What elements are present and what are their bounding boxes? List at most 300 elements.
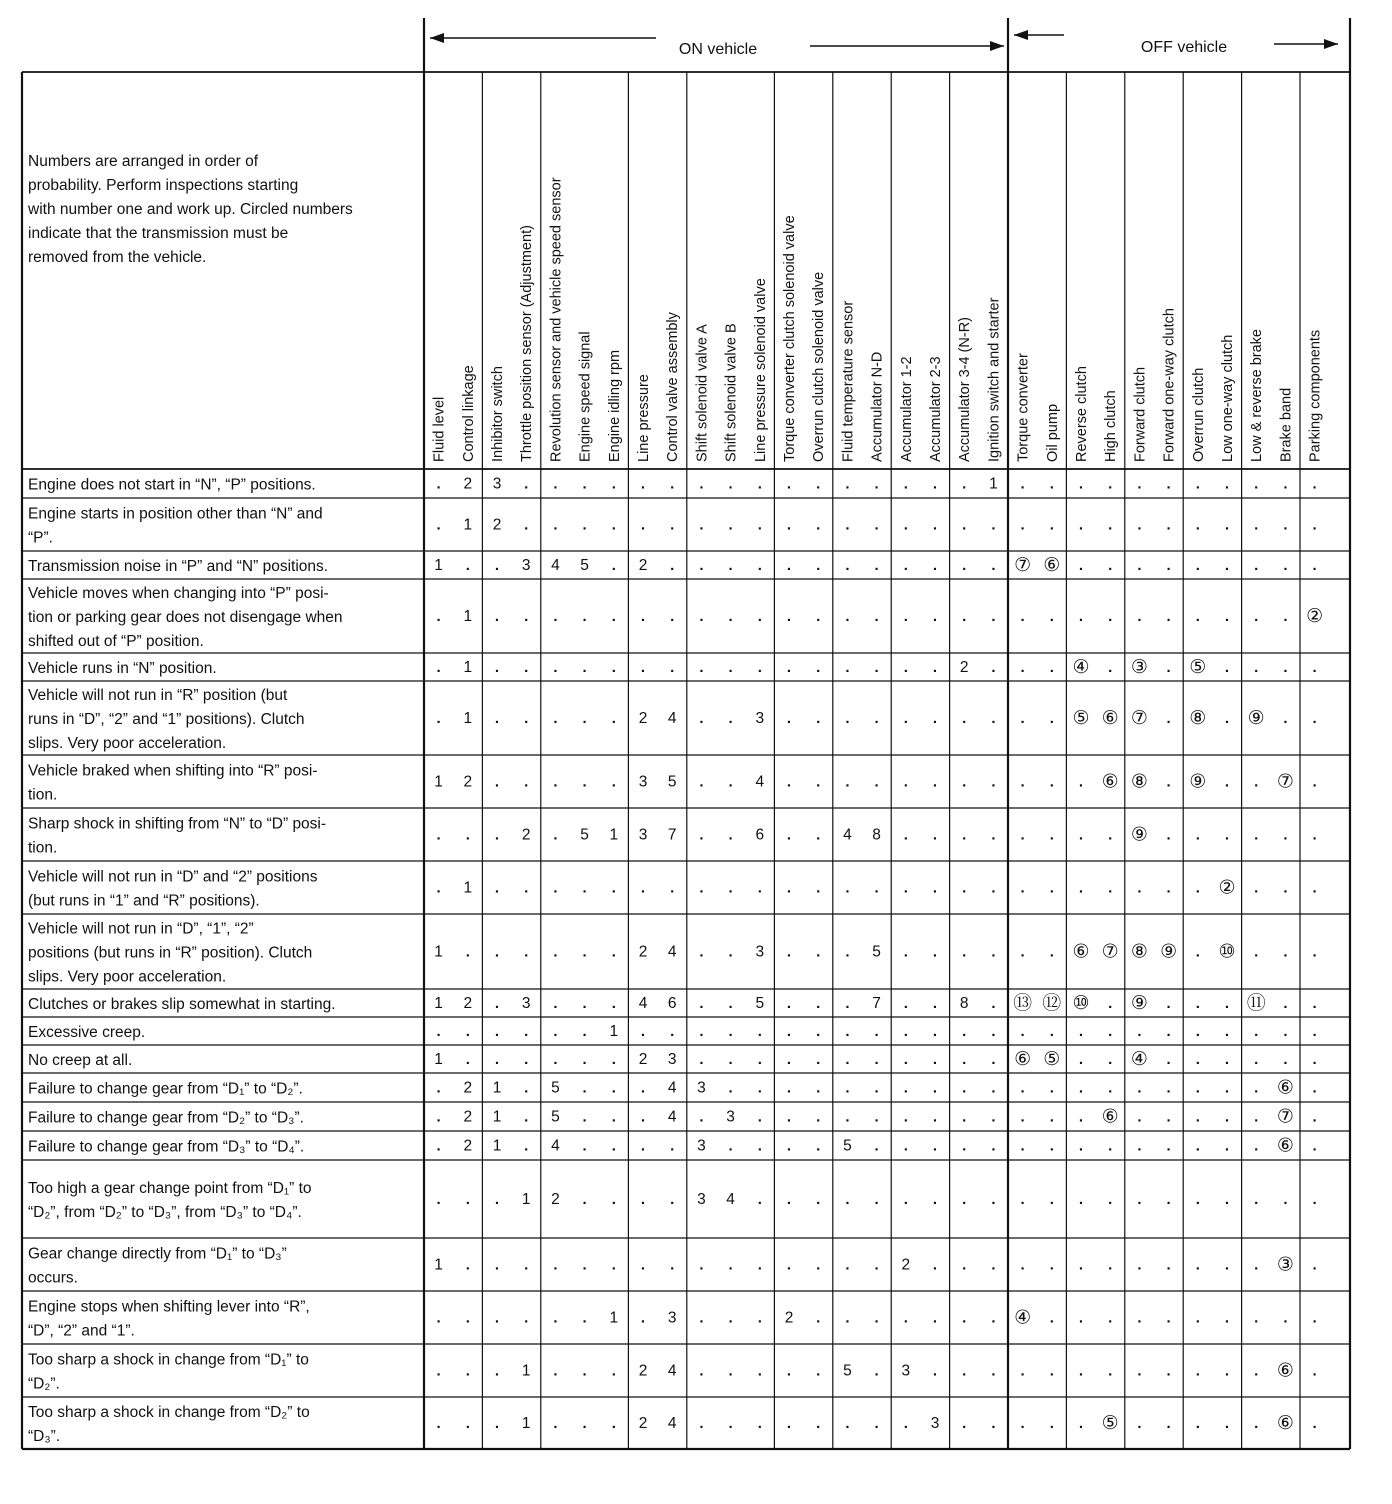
cell-value: . xyxy=(932,710,938,727)
cell-value: . xyxy=(1108,1137,1113,1155)
cell-value: . xyxy=(932,516,938,534)
column-header: Oil pump xyxy=(1044,403,1061,462)
symptom-text: Engine starts in position other than “N” and “P”. xyxy=(28,505,323,547)
cell-value: 3 xyxy=(755,710,765,727)
cell-value: . xyxy=(786,773,792,791)
cell-value: . xyxy=(728,1023,733,1040)
cell-value: . xyxy=(699,659,704,676)
cell-value: . xyxy=(1020,943,1025,961)
cell-value: . xyxy=(582,879,587,897)
cell-value: . xyxy=(1108,826,1113,844)
cell-value: . xyxy=(1254,659,1259,676)
table-row xyxy=(28,1107,1317,1128)
cell-value: . xyxy=(436,1362,441,1380)
cell-value: . xyxy=(670,879,675,897)
cell-value: . xyxy=(1195,879,1200,897)
symptom-text: Too sharp a shock in change from “D₁” to “D₂”. xyxy=(28,1351,309,1393)
cell-value: . xyxy=(991,1079,996,1097)
table-row xyxy=(28,1404,1317,1445)
cell-value: 3 xyxy=(492,475,502,493)
cell-value: . xyxy=(1254,557,1259,574)
cell-value: . xyxy=(1224,475,1230,493)
cell-value: . xyxy=(1108,516,1113,534)
column-headers xyxy=(432,177,1324,462)
cell-value: . xyxy=(524,879,529,897)
cell-value: . xyxy=(874,1079,879,1097)
cell-value: . xyxy=(728,1362,733,1380)
cell-value: . xyxy=(728,475,733,493)
cell-value: . xyxy=(991,773,996,791)
cell-value: . xyxy=(582,475,587,493)
cell-value: . xyxy=(494,557,500,574)
cell-value: . xyxy=(1020,1362,1025,1380)
cell-value: ⑦ xyxy=(1014,555,1032,576)
cell-value: . xyxy=(816,710,821,727)
cell-value: . xyxy=(465,557,470,574)
column-header: Shift solenoid valve B xyxy=(723,323,740,462)
cell-value: 4 xyxy=(726,1191,735,1208)
cell-value: . xyxy=(611,1051,616,1068)
cell-value: . xyxy=(1108,1079,1113,1097)
cell-value: . xyxy=(1078,1309,1084,1327)
cell-value: . xyxy=(611,943,616,961)
cell-value: . xyxy=(1195,995,1200,1012)
cell-value: . xyxy=(553,1256,558,1274)
cell-value: . xyxy=(991,710,996,727)
cell-value: . xyxy=(494,1051,500,1068)
cell-value: . xyxy=(1312,995,1317,1012)
cell-value: . xyxy=(1137,1023,1142,1040)
cell-value: . xyxy=(728,1137,733,1155)
cell-value: . xyxy=(524,710,529,727)
cell-value: . xyxy=(1283,1191,1288,1208)
cell-value: 2 xyxy=(638,710,648,727)
cell-value: . xyxy=(845,475,850,493)
cell-value: . xyxy=(494,1191,500,1208)
cell-value: . xyxy=(786,659,792,676)
cell-value: . xyxy=(1254,826,1259,844)
symptom-text: Sharp shock in shifting from “N” to “D” posi-tion. xyxy=(28,815,327,857)
symptom-text: Transmission noise in “P” and “N” positions. xyxy=(28,558,329,575)
cell-value: . xyxy=(816,1137,821,1155)
cell-value: . xyxy=(611,659,616,676)
cell-value: . xyxy=(1195,608,1200,625)
cell-value: . xyxy=(903,879,908,897)
cell-value: 1 xyxy=(492,1137,502,1155)
cell-value: . xyxy=(611,1256,616,1274)
cell-value: . xyxy=(1166,1309,1171,1327)
cell-value: 6 xyxy=(755,826,765,844)
column-header: Overrun clutch solenoid valve xyxy=(811,271,828,462)
cell-value: . xyxy=(1049,1415,1054,1432)
table-row xyxy=(28,476,1317,494)
cell-value: . xyxy=(932,557,938,574)
cell-value: . xyxy=(757,659,762,676)
cell-value: . xyxy=(728,710,733,727)
cell-value: . xyxy=(816,995,821,1012)
cell-value: . xyxy=(1108,557,1113,574)
cell-value: . xyxy=(1224,1079,1230,1097)
cell-value: 1 xyxy=(521,1191,531,1208)
cell-value: . xyxy=(494,1362,500,1380)
cell-value: . xyxy=(874,1108,879,1126)
cell-value: . xyxy=(786,1415,792,1432)
off-vehicle-left-arrow-head xyxy=(1014,30,1028,40)
cell-value: . xyxy=(1108,475,1113,493)
cell-value: 3 xyxy=(638,773,648,791)
cell-value: ⑧ xyxy=(1130,941,1148,963)
column-header: Low one-way clutch xyxy=(1220,334,1236,462)
cell-value: . xyxy=(1137,1079,1142,1097)
cell-value: . xyxy=(757,475,762,493)
cell-value: . xyxy=(1166,1023,1171,1040)
cell-value: 3 xyxy=(697,1191,706,1208)
cell-value: . xyxy=(524,475,529,493)
cell-value: 1 xyxy=(434,1256,443,1274)
cell-value: . xyxy=(786,995,792,1012)
cell-value: ⑨ xyxy=(1160,941,1178,963)
cell-value: ⑧ xyxy=(1130,771,1148,793)
cell-value: 3 xyxy=(667,1051,677,1068)
symptom-text: Vehicle runs in “N” position. xyxy=(28,660,217,677)
cell-value: 2 xyxy=(638,943,648,961)
cell-value: . xyxy=(816,516,821,534)
symptom-text: Vehicle will not run in “D” and “2” positions (but runs in “1” and “R” positions). xyxy=(28,868,318,910)
cell-value: . xyxy=(1078,1362,1084,1380)
cell-value: . xyxy=(757,879,762,897)
cell-value: . xyxy=(582,1108,587,1126)
cell-value: . xyxy=(670,1137,675,1155)
cell-value: . xyxy=(699,995,704,1012)
cell-value: . xyxy=(962,1051,967,1068)
cell-value: ⑤ xyxy=(1101,1413,1119,1434)
cell-value: 4 xyxy=(551,1137,560,1155)
cell-value: . xyxy=(932,1137,938,1155)
table-row xyxy=(28,1136,1317,1157)
cell-value: . xyxy=(670,557,675,574)
cell-value: . xyxy=(757,1023,762,1040)
cell-value: . xyxy=(1195,1362,1200,1380)
off-vehicle-label: OFF vehicle xyxy=(1140,39,1228,56)
cell-value: . xyxy=(1254,1362,1259,1380)
cell-value: . xyxy=(640,1309,646,1327)
cell-value: . xyxy=(1078,557,1084,574)
cell-value: . xyxy=(640,516,646,534)
cell-value: ⑥ xyxy=(1101,1106,1119,1128)
cell-value: 5 xyxy=(580,557,589,574)
cell-value: . xyxy=(1312,557,1317,574)
cell-value: . xyxy=(1195,1079,1200,1097)
cell-value: . xyxy=(1224,773,1230,791)
cell-value: . xyxy=(903,475,908,493)
cell-value: . xyxy=(874,475,879,493)
cell-value: . xyxy=(1137,1191,1142,1208)
cell-value: . xyxy=(728,608,733,625)
cell-value: 1 xyxy=(434,773,443,791)
cell-value: . xyxy=(845,1023,850,1040)
cell-value: . xyxy=(932,1309,938,1327)
cell-value: 1 xyxy=(434,1051,443,1068)
cell-value: . xyxy=(1166,1415,1171,1432)
cell-value: . xyxy=(553,608,558,625)
cell-value: . xyxy=(494,879,500,897)
cell-value: . xyxy=(962,1256,967,1274)
cell-value: . xyxy=(1108,1023,1113,1040)
cell-value: . xyxy=(465,1256,470,1274)
cell-value: . xyxy=(728,557,733,574)
cell-value: . xyxy=(553,1309,558,1327)
cell-value: . xyxy=(816,659,821,676)
cell-value: . xyxy=(1108,1256,1113,1274)
cell-value: 3 xyxy=(930,1415,940,1432)
cell-value: . xyxy=(1020,608,1025,625)
cell-value: . xyxy=(553,879,558,897)
cell-value: . xyxy=(524,1079,529,1097)
cell-value: . xyxy=(728,1079,733,1097)
cell-value: . xyxy=(1078,879,1084,897)
cell-value: . xyxy=(903,995,908,1012)
cell-value: 2 xyxy=(638,557,648,574)
cell-value: . xyxy=(991,879,996,897)
cell-value: . xyxy=(524,659,529,676)
cell-value: . xyxy=(582,1051,587,1068)
cell-value: . xyxy=(670,1191,675,1208)
cell-value: . xyxy=(553,710,558,727)
cell-value: . xyxy=(465,1191,470,1208)
cell-value: . xyxy=(903,943,908,961)
cell-value: . xyxy=(494,659,500,676)
cell-value: 1 xyxy=(492,1079,502,1097)
cell-value: . xyxy=(1049,943,1054,961)
cell-value: . xyxy=(1049,1256,1054,1274)
cell-value: ⑫ xyxy=(1042,993,1062,1014)
cell-value: . xyxy=(1137,557,1142,574)
cell-value: . xyxy=(582,1309,587,1327)
cell-value: . xyxy=(640,1079,646,1097)
cell-value: . xyxy=(932,826,938,844)
cell-value: . xyxy=(962,475,967,493)
cell-value: . xyxy=(465,1362,470,1380)
cell-value: . xyxy=(1078,1137,1084,1155)
cell-value: . xyxy=(1166,1079,1171,1097)
cell-value: . xyxy=(1166,1051,1171,1068)
cell-value: . xyxy=(1020,1256,1025,1274)
cell-value: . xyxy=(1312,826,1317,844)
cell-value: . xyxy=(845,1415,850,1432)
cell-value: 1 xyxy=(434,943,443,961)
cell-value: . xyxy=(903,1309,908,1327)
cell-value: . xyxy=(670,1023,675,1040)
cell-value: . xyxy=(582,1362,587,1380)
cell-value: . xyxy=(816,879,821,897)
cell-value: . xyxy=(465,1023,470,1040)
column-header: Engine speed signal xyxy=(577,331,594,462)
cell-value: . xyxy=(728,1051,733,1068)
cell-value: . xyxy=(845,608,850,625)
cell-value: . xyxy=(757,1051,762,1068)
inspection-note: Numbers are arranged in order of probability. Perform inspections starting with number one and work up. Circled numbers indicate that the transmission must be removed from the vehicle. xyxy=(28,153,353,266)
cell-value: 5 xyxy=(667,773,677,791)
cell-value: 3 xyxy=(755,943,765,961)
cell-value: 1 xyxy=(609,1023,619,1040)
cell-value: . xyxy=(699,1309,704,1327)
cell-value: ⑤ xyxy=(1072,708,1090,729)
cell-value: 5 xyxy=(755,995,765,1012)
cell-value: . xyxy=(640,475,646,493)
cell-value: . xyxy=(874,1191,879,1208)
cell-value: 3 xyxy=(726,1108,735,1126)
cell-value: . xyxy=(436,475,441,493)
symptom-text: Excessive creep. xyxy=(28,1024,146,1041)
cell-value: ⑥ xyxy=(1043,555,1061,576)
cell-value: . xyxy=(1020,659,1025,676)
cell-value: ⑨ xyxy=(1130,824,1148,846)
table-row xyxy=(28,1180,1317,1221)
cell-value: . xyxy=(1108,995,1113,1012)
cell-value: 2 xyxy=(638,1051,648,1068)
cell-value: 4 xyxy=(667,1415,677,1432)
cell-value: . xyxy=(816,557,821,574)
cell-value: . xyxy=(553,1023,558,1040)
cell-value: 3 xyxy=(521,557,531,574)
cell-value: . xyxy=(903,826,908,844)
symptom-text: Gear change directly from “D₁” to “D₃” occurs. xyxy=(28,1245,287,1287)
cell-value: . xyxy=(553,826,558,844)
cell-value: 1 xyxy=(521,1415,531,1432)
cell-value: . xyxy=(436,1108,441,1126)
column-header: Inhibitor switch xyxy=(490,366,506,462)
cell-value: . xyxy=(1283,475,1288,493)
cell-value: 5 xyxy=(843,1362,852,1380)
cell-value: . xyxy=(553,943,558,961)
cell-value: . xyxy=(786,557,792,574)
cell-value: . xyxy=(436,710,441,727)
table-row xyxy=(28,506,1317,547)
column-header: Accumulator 2-3 xyxy=(928,356,944,462)
cell-value: . xyxy=(436,879,441,897)
cell-value: . xyxy=(494,826,500,844)
cell-value: . xyxy=(816,1051,821,1068)
cell-value: . xyxy=(640,608,646,625)
cell-value: . xyxy=(932,659,938,676)
cell-value: . xyxy=(728,773,733,791)
cell-value: . xyxy=(465,1051,470,1068)
cell-value: . xyxy=(436,1415,441,1432)
cell-value: . xyxy=(816,1023,821,1040)
cell-value: . xyxy=(494,995,500,1012)
cell-value: . xyxy=(757,1079,762,1097)
column-header: Low & reverse brake xyxy=(1249,329,1266,462)
cell-value: . xyxy=(845,710,850,727)
cell-value: . xyxy=(816,943,821,961)
cell-value: . xyxy=(611,1137,616,1155)
table-row xyxy=(28,585,1323,650)
cell-value: . xyxy=(524,1108,529,1126)
cell-value: . xyxy=(757,1137,762,1155)
cell-value: . xyxy=(874,710,879,727)
cell-value: 6 xyxy=(667,995,677,1012)
cell-value: 1 xyxy=(463,879,473,897)
cell-value: . xyxy=(611,1108,616,1126)
cell-value: . xyxy=(962,1079,967,1097)
cell-value: . xyxy=(582,1191,587,1208)
cell-value: . xyxy=(991,1137,996,1155)
cell-value: . xyxy=(991,995,996,1012)
cell-value: 4 xyxy=(667,710,677,727)
cell-value: 5 xyxy=(551,1079,560,1097)
cell-value: . xyxy=(553,659,558,676)
cell-value: . xyxy=(903,1023,908,1040)
cell-value: . xyxy=(1283,943,1288,961)
cell-value: . xyxy=(670,475,675,493)
cell-value: . xyxy=(786,826,792,844)
cell-value: . xyxy=(962,1023,967,1040)
cell-value: . xyxy=(1224,659,1230,676)
cell-value: . xyxy=(816,1079,821,1097)
cell-value: . xyxy=(991,826,996,844)
cell-value: . xyxy=(1049,608,1054,625)
cell-value: . xyxy=(494,1415,500,1432)
cell-value: . xyxy=(786,1108,792,1126)
cell-value: . xyxy=(1224,516,1230,534)
cell-value: . xyxy=(1108,879,1113,897)
cell-value: . xyxy=(757,1256,762,1274)
cell-value: . xyxy=(962,1191,967,1208)
cell-value: . xyxy=(932,1108,938,1126)
cell-value: ⑥ xyxy=(1276,1360,1294,1382)
cell-value: . xyxy=(1312,879,1317,897)
cell-value: 3 xyxy=(638,826,648,844)
cell-value: . xyxy=(1224,1137,1230,1155)
cell-value: . xyxy=(1108,1051,1113,1068)
cell-value: . xyxy=(786,1137,792,1155)
cell-value: . xyxy=(1224,608,1230,625)
cell-value: 2 xyxy=(521,826,531,844)
cell-value: . xyxy=(1254,608,1259,625)
symptom-text: Too sharp a shock in change from “D₂” to “D₃”. xyxy=(28,1404,310,1445)
cell-value: 1 xyxy=(609,1309,619,1327)
cell-value: . xyxy=(1312,1079,1317,1097)
cell-value: . xyxy=(1078,1256,1084,1274)
cell-value: . xyxy=(1078,475,1084,493)
cell-value: . xyxy=(991,1256,996,1274)
cell-value: . xyxy=(1166,475,1171,493)
cell-value: . xyxy=(1195,1256,1200,1274)
cell-value: . xyxy=(436,1309,441,1327)
cell-value: . xyxy=(1166,710,1171,727)
cell-value: . xyxy=(1195,943,1200,961)
cell-value: . xyxy=(845,995,850,1012)
cell-value: . xyxy=(962,1415,967,1432)
column-header: Fluid level xyxy=(431,396,448,462)
cell-value: . xyxy=(1166,1191,1171,1208)
cell-value: . xyxy=(582,773,587,791)
cell-value: . xyxy=(553,995,558,1012)
symptom-text: Vehicle moves when changing into “P” posi-tion or parking gear does not disengage when shifted out of “P” position. xyxy=(28,585,343,650)
cell-value: . xyxy=(962,557,967,574)
cell-value: . xyxy=(465,826,470,844)
cell-value: . xyxy=(1078,1415,1084,1432)
cell-value: . xyxy=(1078,608,1084,625)
cell-value: . xyxy=(1254,516,1259,534)
cell-value: . xyxy=(640,659,646,676)
cell-value: . xyxy=(524,1256,529,1274)
cell-value: 4 xyxy=(667,1079,677,1097)
cell-value: . xyxy=(699,516,704,534)
column-header: Torque converter xyxy=(1015,353,1032,462)
table-row xyxy=(28,816,1317,857)
cell-value: 4 xyxy=(667,943,677,961)
